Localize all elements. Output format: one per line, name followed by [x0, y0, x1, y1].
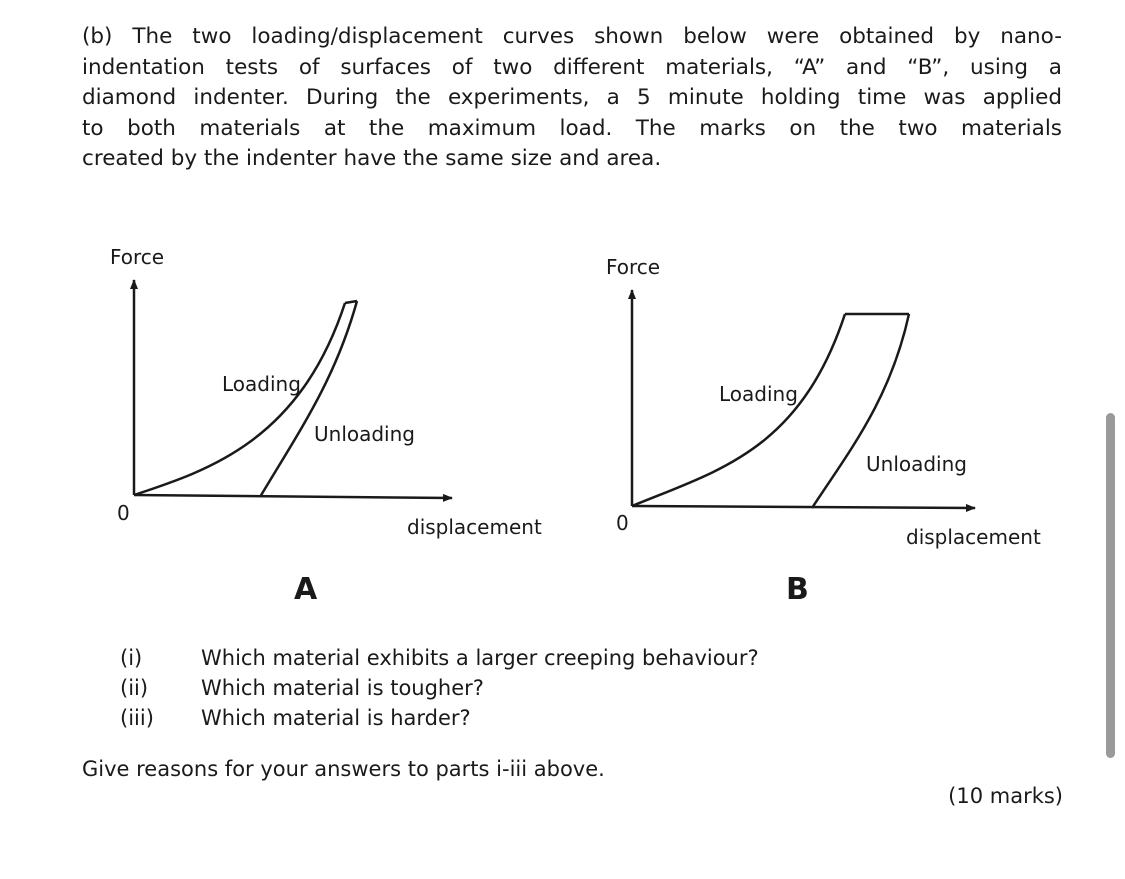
part-text: Which material is tougher? [201, 676, 484, 700]
reasons-prompt: Give reasons for your answers to parts i-iii above. [82, 757, 605, 781]
diagram-b-force-label: Force [606, 255, 661, 279]
diagram-a-loading-curve [134, 303, 345, 495]
diagram-a [110, 245, 542, 607]
intro-line-1: (b) The two loading/displacement curves shown below were obtained by nano- [82, 24, 1062, 49]
diagram-b-origin-label: 0 [616, 511, 629, 535]
marks-allocation: (10 marks) [948, 784, 1063, 808]
diagram-a-caption: A [294, 572, 318, 607]
intro-line-3: diamond indenter. During the experiments, a 5 minute holding time was applied [82, 85, 1062, 110]
intro-line-2: indentation tests of surfaces of two different materials, “A” and “B”, using a [82, 54, 1062, 80]
diagram-b [606, 255, 1041, 607]
part-text: Which material exhibits a larger creeping behaviour? [201, 646, 759, 670]
diagram-b-caption: B [786, 572, 809, 607]
diagram-b-unloading-curve [812, 314, 909, 508]
intro-line-5: created by the indenter have the same size and area. [82, 146, 662, 171]
diagram-a-displacement-label: displacement [407, 515, 542, 539]
part-number: (ii) [120, 676, 149, 700]
intro-line-4: to both materials at the maximum load. The marks on the two materials [82, 115, 1062, 141]
diagram-a-displacement-axis [134, 495, 452, 498]
diagram-a-unloading-label: Unloading [314, 422, 415, 446]
diagram-a-hold-segment [345, 301, 357, 303]
diagram-a-unloading-curve [260, 301, 357, 497]
diagram-b-displacement-axis [632, 506, 975, 508]
diagram-b-unloading-label: Unloading [866, 452, 967, 476]
diagram-b-loading-label: Loading [719, 382, 798, 406]
diagram-a-loading-label: Loading [222, 372, 301, 396]
part-text: Which material is harder? [201, 706, 471, 730]
vertical-scrollbar[interactable] [1106, 413, 1115, 758]
diagram-b-displacement-label: displacement [906, 525, 1041, 549]
part-number: (i) [120, 646, 143, 670]
part-number: (iii) [120, 706, 154, 730]
diagram-b-loading-curve [632, 314, 845, 506]
diagram-a-force-label: Force [110, 245, 165, 269]
diagram-a-origin-label: 0 [117, 501, 130, 525]
